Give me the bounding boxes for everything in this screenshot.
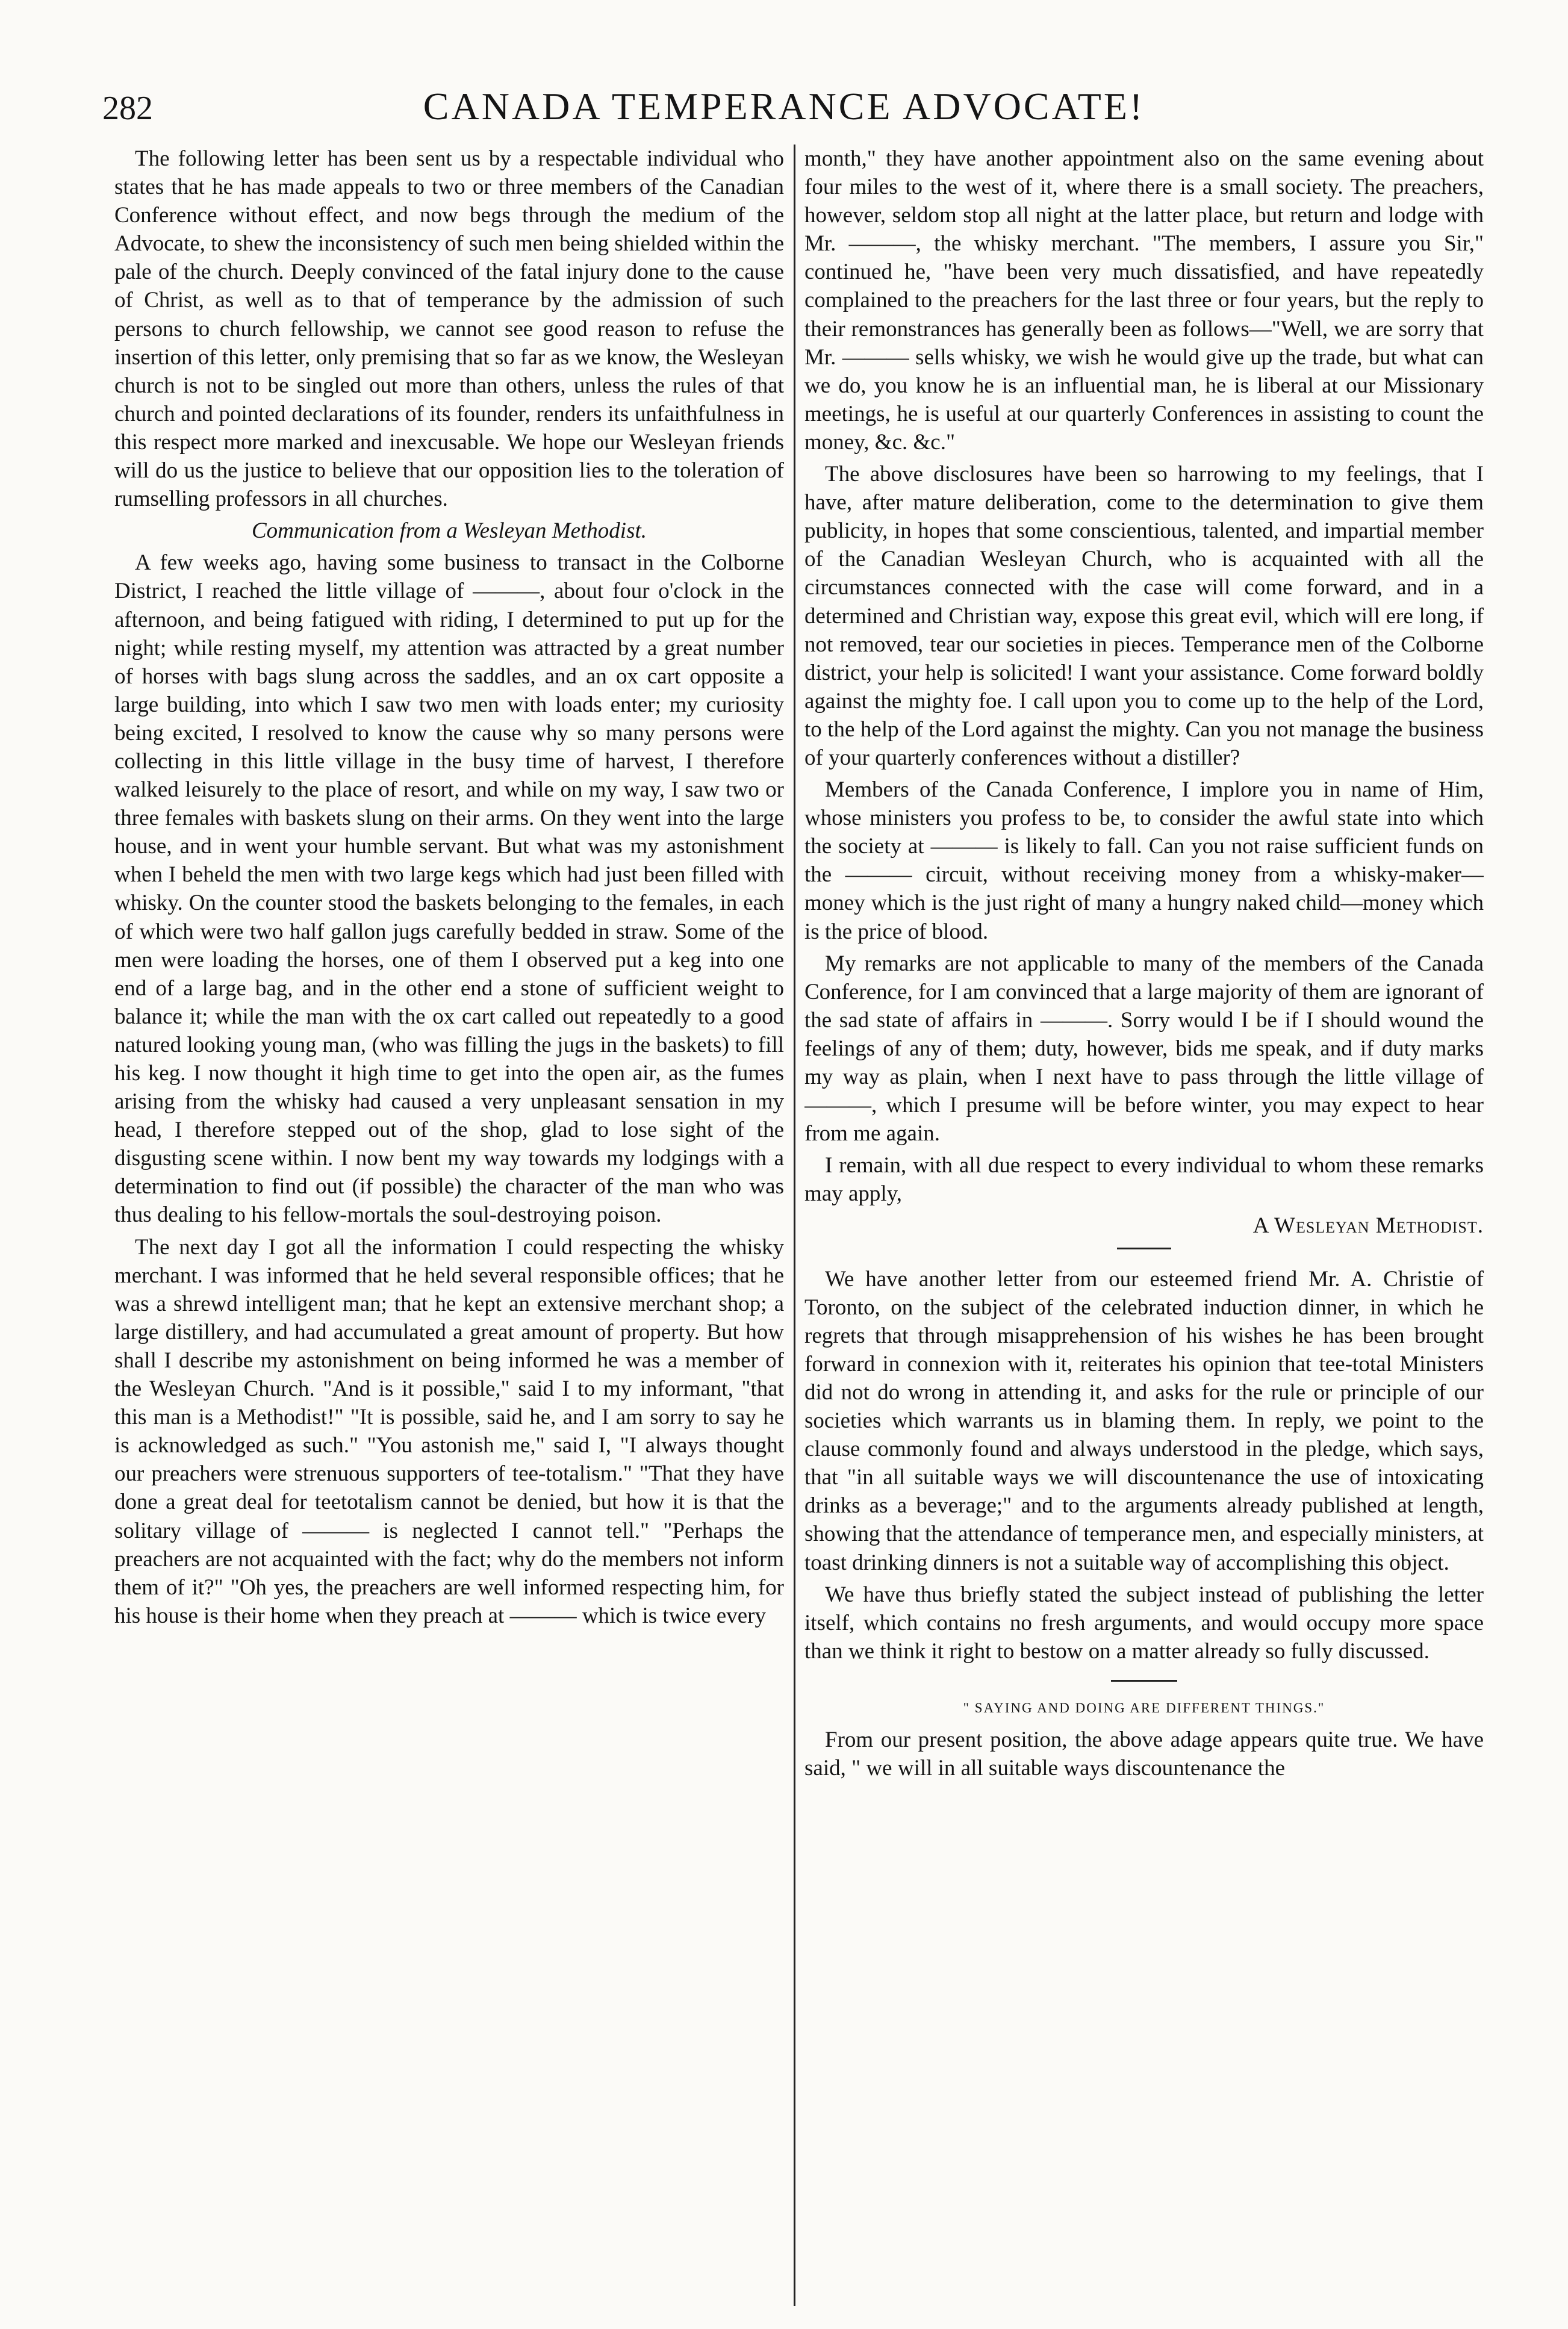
editorial-intro: The following letter has been sent us by a respectable individual who states that he has made appeals to two or three members of the Canadian Conference without effect, and now begs through the medium of the Advocate, to shew the inconsistency of such men being shielded within the pale of the church. Deeply convinced of the fatal injury done to the cause of Christ, as well as to that of temperance by the admission of such persons to church fellowship, we cannot see good reason to refuse the insertion of this letter, only premising that so far as we know, the Wesleyan church is not to be singled out more than others, unless the rules of that church and pointed declarations of its founder, renders its unfaithfulness in this respect more marked and inexcusable. We hope our Wesleyan friends will do us the justice to believe that our opposition lies to the toleration of rumselling professors in all churches. bbox=[114, 146, 784, 512]
article-paragraph: From our present position, the above adage appears quite true. We have said, " we will in all suitable ways discountenance the bbox=[804, 1727, 1484, 1781]
page-number: 282 bbox=[102, 90, 153, 127]
right-column bbox=[804, 145, 1484, 2306]
christie-paragraph: We have thus briefly stated the subject instead of publishing the letter itself, which contains no fresh arguments, and would occupy more space than we think it right to bestow on a matter already so fully discussed. bbox=[804, 1582, 1484, 1664]
section-separator bbox=[1117, 1248, 1171, 1249]
letter-paragraph: A few weeks ago, having some business to transact in the Colborne District, I reached the little village of ———, about four o'clock in the afternoon, and being fatigued with riding, I determined to put up for the night; while resting myself, my attention was attracted by a great number of horses with bags slung across the saddles, and an ox cart opposite a large building, into which I saw two men with loads enter; my curiosity being excited, I resolved to know the cause why so many persons were collecting in this little village in the busy time of harvest, I therefore walked leisurely to the place of resort, and while on my way, I saw two or three females with baskets slung on their arms. On they went into the large house, and in went your humble servant. But what was my astonishment when I beheld the men with two large kegs which had just been filled with whisky. On the counter stood the baskets belonging to the females, in each of which were two half gallon jugs carefully bedded in straw. Some of the men were loading the horses, one of them I observed put a keg into one end of a large bag, and in the other end a stone of sufficient weight to balance it; while the man with the ox cart called out repeatedly to a good natured looking young man, (who was filling the jugs in the baskets) to fill his keg. I now thought it high time to get into the open air, as the fumes arising from the whisky had caused a very unpleasant sensation in my head, I therefore stepped out of the shop, glad to lose sight of the disgusting scene within. I now bent my way towards my lodgings with a determination to find out (if possible) the character of the man who was thus dealing to his fellow-mortals the soul-destroying poison. bbox=[114, 550, 784, 1228]
column-divider bbox=[794, 145, 795, 2306]
christie-paragraph: We have another letter from our esteemed friend Mr. A. Christie of Toronto, on the subject of the celebrated induction dinner, in which he regrets that through misapprehension of his wishes he has been brought forward in connexion with it, reiterates his opinion that tee-total Ministers did not do wrong in attending it, and asks for the rule or principle of our societies which warrants us in blaming them. In reply, we point to the clause commonly found and always understood in the pledge, which says, that "in all suitable ways we will discountenance the use of intoxicating drinks as a beverage;" and to the arguments already published at length, showing that the attendance of temperance men, and especially ministers, at toast drinking dinners is not a suitable way of accomplishing this object. bbox=[804, 1266, 1484, 1575]
page-title: CANADA TEMPERANCE ADVOCATE! bbox=[423, 85, 1145, 128]
letter-paragraph: My remarks are not applicable to many of the members of the Canada Conference, for I am convinced that a large majority of them are ignorant of the sad state of affairs in ———. Sorry would I be if I should wound the feelings of any of them; duty, however, bids me speak, and if duty marks my way as plain, when I next have to pass through the little village of ———, which I presume will be before winter, you may expect to hear from me again. bbox=[804, 951, 1484, 1146]
article-heading: " SAYING AND DOING ARE DIFFERENT THINGS." bbox=[963, 1700, 1325, 1715]
letter-paragraph-continued: month," they have another appointment also on the same evening about four miles to the west of it, where there is a small society. The preachers, however, seldom stop all night at the latter place, but return and lodge with Mr. ———, the whisky merchant. "The members, I assure you Sir," continued he, "have been very much dissatisfied, and have repeatedly complained to the preachers for the last three or four years, but the reply to their remonstrances has generally been as follows—"Well, we are sorry that Mr. ——— sells whisky, we wish he would give up the trade, but what can we do, you know he is an influential man, he is liberal at our Missionary meetings, he is useful at our quarterly Conferences in assisting to count the money, &c. &c." bbox=[804, 146, 1484, 455]
section-separator bbox=[1111, 1680, 1177, 1682]
letter-paragraph: Members of the Canada Conference, I implore you in name of Him, whose ministers you profess to be, to consider the awful state into which the society at ——— is likely to fall. Can you not raise sufficient funds on the ——— circuit, without receiving money from a whisky-maker— money which is the just right of many a hungry naked child—money which is the price of blood. bbox=[804, 777, 1484, 944]
left-column bbox=[114, 145, 784, 2306]
letter-signature: A Wesleyan Methodist. bbox=[1252, 1213, 1484, 1239]
letter-paragraph: The next day I got all the information I could respecting the whisky merchant. I was informed that he held several responsible offices; that he was a shrewd intelligent man; that he kept an extensive merchant shop; a large distillery, and had accumulated a great amount of property. But how shall I describe my astonishment on being informed he was a member of the Wesleyan Church. "And is it possible," said I to my informant, "that this man is a Methodist!" "It is possible, said he, and I am sorry to say he is acknowledged as such." "You astonish me," said I, "I always thought our preachers were strenuous supporters of tee-totalism." "That they have done a great deal for teetotalism cannot be denied, but how it is that the solitary village of ——— is neglected I cannot tell." "Perhaps the preachers are not acquainted with the fact; why do the members not inform them of it?" "Oh yes, the preachers are well informed respecting him, for his house is their home when they preach at ——— which is twice every bbox=[114, 1234, 784, 1628]
letter-paragraph: I remain, with all due respect to every individual to whom these remarks may apply, bbox=[804, 1153, 1484, 1207]
letter-paragraph: The above disclosures have been so harrowing to my feelings, that I have, after mature deliberation, come to the determination to give them publicity, in hopes that some conscientious, talented, and impartial member of the Canadian Wesleyan Church, who is acquainted with all the circumstances connected with the case will come forward, and in a determined and Christian way, expose this great evil, which will ere long, if not removed, tear our societies in pieces. Temperance men of the Colborne district, your help is solicited! I want your assistance. Come forward boldly against the mighty foe. I call upon you to come up to the help of the Lord, to the help of the Lord against the mighty. Can you not manage the business of your quarterly conferences without a distiller? bbox=[804, 462, 1484, 770]
letter-heading: Communication from a Wesleyan Methodist. bbox=[251, 518, 647, 544]
